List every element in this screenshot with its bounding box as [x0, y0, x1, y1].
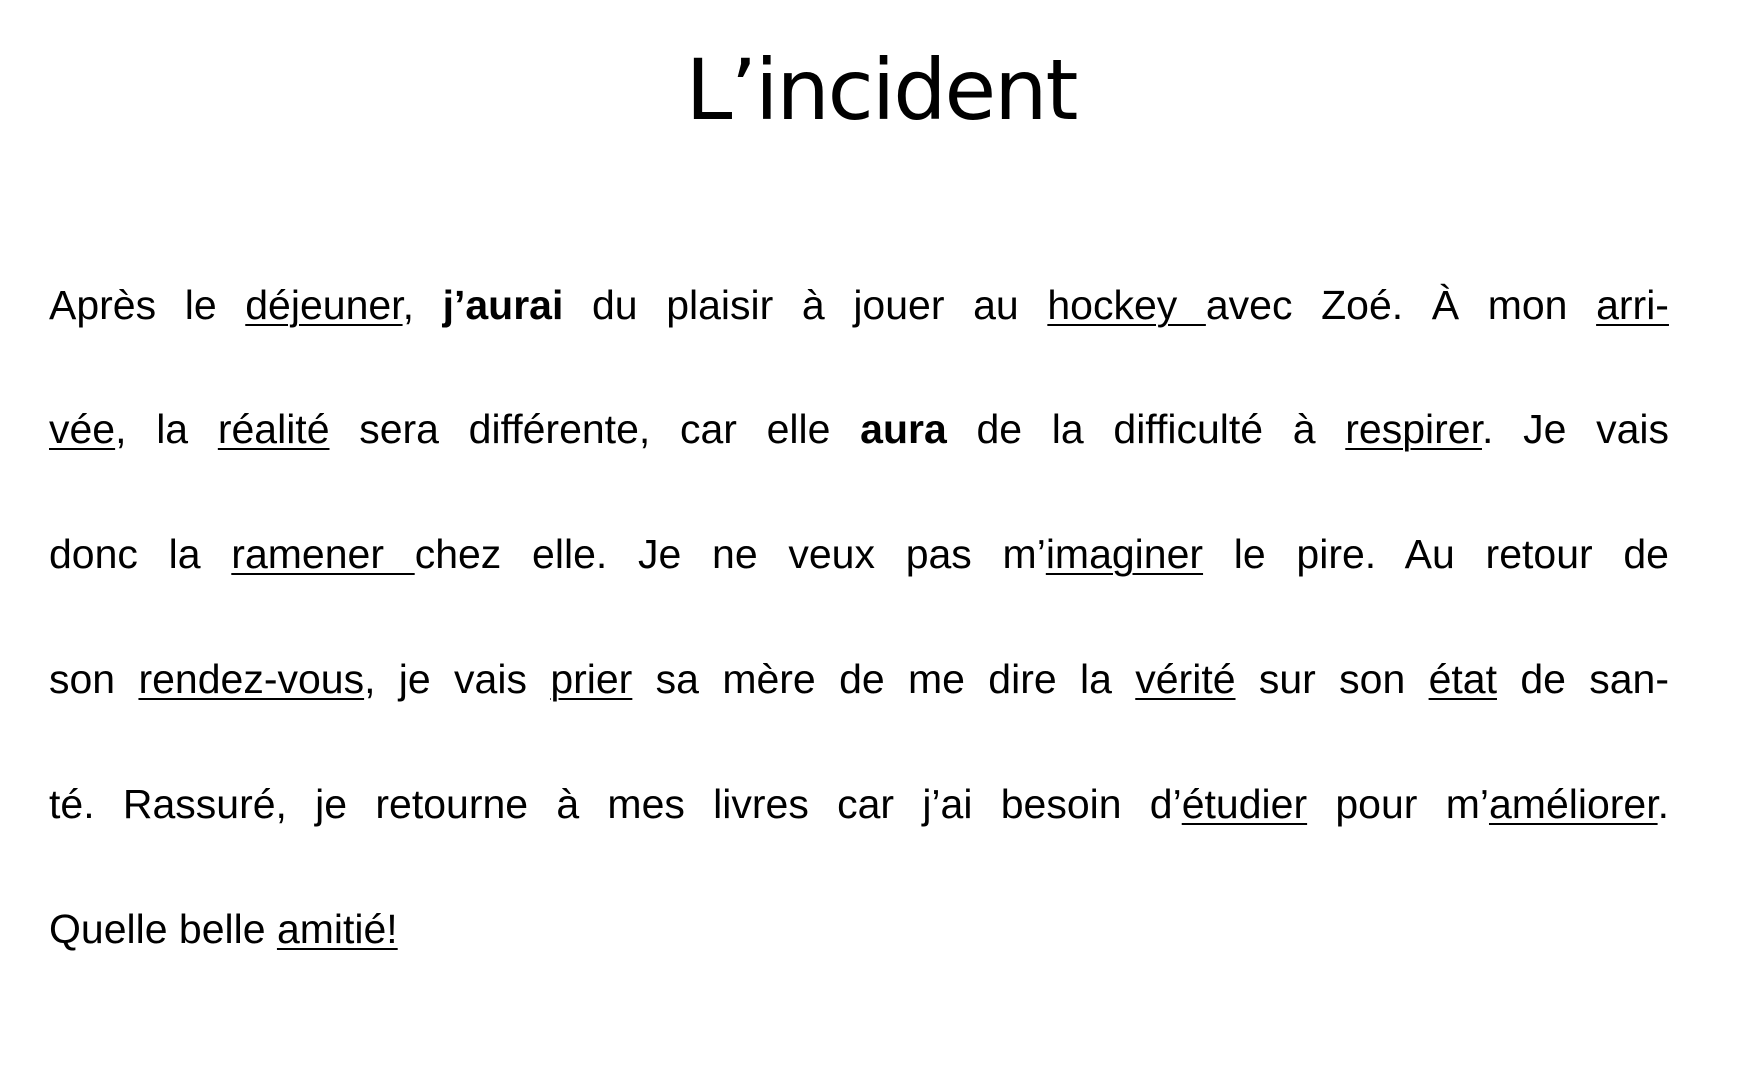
paragraph-line	[49, 654, 1669, 704]
underlined-word: améliorer	[1488, 781, 1658, 827]
underlined-word: déjeuner	[245, 282, 403, 328]
underlined-word: rendez-vous	[138, 656, 365, 702]
text-segment: sur son	[1235, 656, 1429, 702]
underlined-word: hockey	[1047, 282, 1206, 328]
text-segment: sera différente, car elle	[329, 406, 861, 452]
text-segment: , la	[115, 406, 218, 452]
underlined-word: arri-	[1596, 282, 1669, 328]
text-segment: donc la	[49, 531, 232, 577]
text-segment: .	[1657, 781, 1670, 827]
paragraph-line	[49, 904, 1669, 954]
bold-word: j’aurai	[442, 282, 564, 328]
paragraph-line	[49, 529, 1669, 579]
underlined-word: prier	[550, 656, 633, 702]
underlined-word: réalité	[217, 406, 330, 452]
text-segment: de san-	[1496, 656, 1670, 702]
text-segment: , je vais	[364, 656, 551, 702]
text-segment: Quelle belle	[49, 906, 277, 952]
underlined-word: ramener	[231, 531, 415, 577]
text-segment: Après le	[49, 282, 246, 328]
text-segment: pour m’	[1307, 781, 1489, 827]
underlined-word: respirer	[1345, 406, 1482, 452]
text-segment: avec Zoé. À mon	[1205, 282, 1597, 328]
text-segment: chez elle. Je ne veux pas m’	[414, 531, 1046, 577]
underlined-word: amitié!	[276, 906, 398, 952]
paragraph-line	[49, 779, 1669, 829]
text-segment: du plaisir à jouer au	[563, 282, 1048, 328]
underlined-word: étudier	[1181, 781, 1308, 827]
page-title: L’incident	[685, 41, 1077, 139]
text-segment: de la difficulté à	[946, 406, 1346, 452]
underlined-word: vée	[49, 406, 116, 452]
paragraph-line	[49, 280, 1669, 330]
paragraph-line	[49, 404, 1669, 454]
text-segment: ,	[402, 282, 443, 328]
underlined-word: imaginer	[1045, 531, 1204, 577]
text-segment: son	[49, 656, 139, 702]
text-segment: . Je vais	[1481, 406, 1669, 452]
text-segment: le pire. Au retour de	[1203, 531, 1669, 577]
text-segment: sa mère de me dire la	[632, 656, 1136, 702]
bold-word: aura	[860, 406, 947, 452]
text-segment: té. Rassuré, je retourne à mes livres car j’ai besoin d’	[49, 781, 1182, 827]
underlined-word: état	[1428, 656, 1497, 702]
underlined-word: vérité	[1135, 656, 1236, 702]
